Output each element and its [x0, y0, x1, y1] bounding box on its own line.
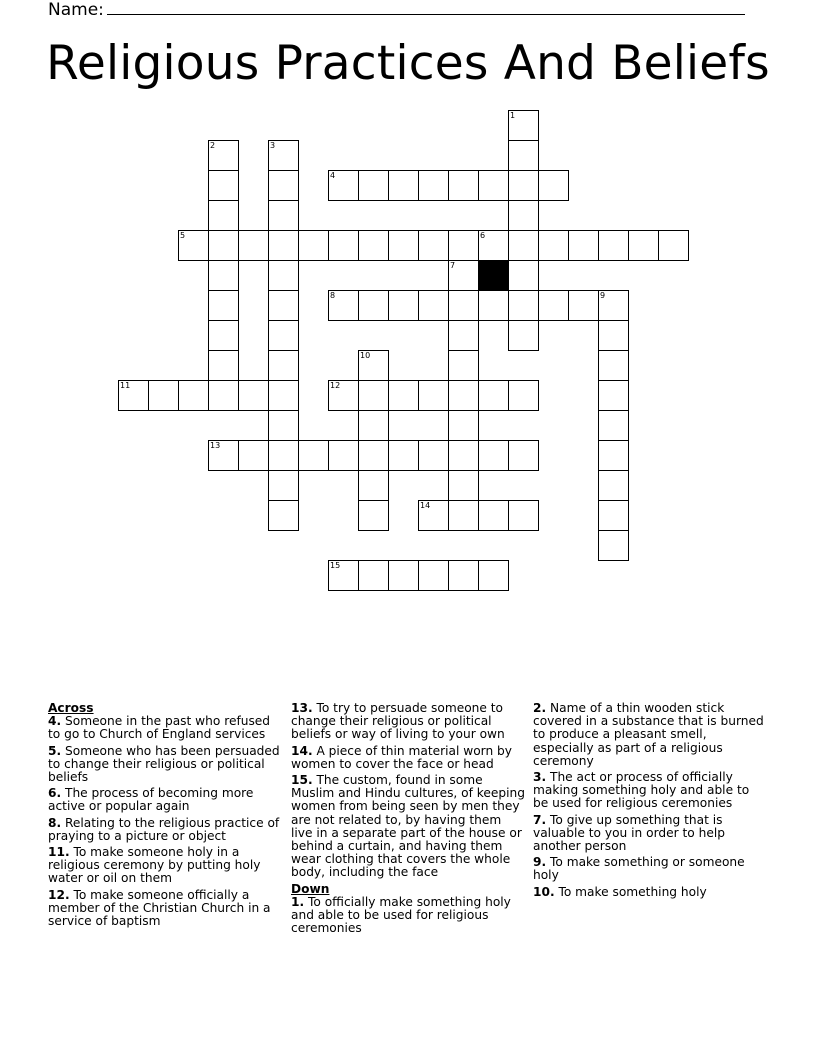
down-clue [291, 896, 525, 936]
crossword-cell[interactable] [448, 320, 479, 351]
crossword-cell[interactable] [388, 290, 419, 321]
crossword-cell[interactable] [118, 380, 149, 411]
crossword-cell[interactable] [358, 290, 389, 321]
crossword-cell[interactable] [358, 350, 389, 381]
crossword-cell[interactable] [478, 500, 509, 531]
crossword-cell[interactable] [358, 410, 389, 441]
crossword-cell[interactable] [478, 380, 509, 411]
clue-text: A piece of thin material worn by women to cover the face or head [291, 743, 512, 771]
crossword-cell[interactable] [568, 290, 599, 321]
crossword-cell[interactable] [358, 230, 389, 261]
crossword-cell[interactable] [568, 230, 599, 261]
crossword-cell[interactable] [508, 440, 539, 471]
crossword-cell[interactable] [508, 200, 539, 231]
crossword-cell[interactable] [208, 350, 239, 381]
crossword-cell[interactable] [448, 470, 479, 501]
across-clue [291, 745, 525, 771]
clues-column-2 [291, 702, 525, 938]
clue-number: 13 [210, 441, 221, 450]
crossword-cell[interactable] [598, 380, 629, 411]
crossword-cell[interactable] [448, 410, 479, 441]
crossword-cell[interactable] [598, 350, 629, 381]
clue-number: 9 [600, 291, 606, 300]
crossword-cell[interactable] [418, 170, 449, 201]
name-label: Name: [48, 0, 104, 20]
clue-text: The custom, found in some Muslim and Hindu cultures, of keeping women from being seen by men they are not related to, by having them live in a separate part of the house or behind a curtain, and having them wear clothing that covers the whole body, including the face [291, 773, 525, 880]
crossword-cell[interactable] [448, 380, 479, 411]
clue-number-label: 9. [533, 855, 547, 870]
clue-number-label: 11. [48, 845, 70, 860]
clue-number: 2 [210, 141, 216, 150]
crossword-cell[interactable] [268, 380, 299, 411]
across-header: Across [48, 701, 94, 715]
down-header: Down [291, 881, 330, 896]
crossword-cell[interactable] [238, 440, 269, 471]
crossword-cell[interactable] [328, 170, 359, 201]
crossword-cell[interactable] [508, 320, 539, 351]
crossword-cell[interactable] [478, 290, 509, 321]
clue-number-label: 8. [48, 815, 62, 830]
crossword-cell[interactable] [208, 290, 239, 321]
crossword-cell[interactable] [508, 110, 539, 141]
crossword-cell[interactable] [268, 440, 299, 471]
clue-text: To make someone officially a member of the Christian Church in a service of baptism [48, 887, 271, 929]
clue-number-label: 6. [48, 786, 62, 801]
clues-column-1 [48, 702, 280, 931]
crossword-cell[interactable] [358, 170, 389, 201]
crossword-cell[interactable] [238, 230, 269, 261]
crossword-cell[interactable] [418, 380, 449, 411]
crossword-cell[interactable] [358, 560, 389, 591]
crossword-cell[interactable] [448, 290, 479, 321]
clue-number: 12 [330, 381, 341, 390]
crossword-cell[interactable] [658, 230, 689, 261]
clue-number: 11 [120, 381, 131, 390]
across-clue [48, 846, 280, 886]
crossword-cell[interactable] [388, 230, 419, 261]
crossword-cell[interactable] [538, 170, 569, 201]
crossword-cell[interactable] [358, 500, 389, 531]
crossword-cell[interactable] [178, 380, 209, 411]
across-clue [48, 715, 280, 741]
clue-number: 5 [180, 231, 186, 240]
crossword-cell[interactable] [598, 290, 629, 321]
clue-text: Someone who has been persuaded to change their religious or political beliefs [48, 743, 280, 785]
crossword-cell[interactable] [148, 380, 179, 411]
clue-number-label: 15. [291, 773, 313, 788]
crossword-cell[interactable] [598, 320, 629, 351]
clue-text: Relating to the religious practice of praying to a picture or object [48, 815, 280, 843]
crossword-cell[interactable] [268, 500, 299, 531]
clue-text: To try to persuade someone to change their religious or political beliefs or way of living to your own [291, 701, 505, 742]
crossword-cell[interactable] [208, 320, 239, 351]
crossword-cell[interactable] [448, 560, 479, 591]
crossword-cell[interactable] [508, 500, 539, 531]
crossword-cell[interactable] [268, 260, 299, 291]
clue-number: 15 [330, 561, 341, 570]
crossword-cell[interactable] [208, 140, 239, 171]
across-clue [291, 702, 525, 742]
crossword-cell[interactable] [628, 230, 659, 261]
crossword-cell[interactable] [478, 230, 509, 261]
crossword-cell[interactable] [538, 230, 569, 261]
clue-number-label: 7. [533, 812, 547, 827]
crossword-cell[interactable] [388, 170, 419, 201]
crossword-cell[interactable] [388, 440, 419, 471]
across-clue [48, 817, 280, 843]
clue-number-label: 3. [533, 770, 547, 785]
crossword-cell[interactable] [328, 440, 359, 471]
crossword-cell[interactable] [328, 230, 359, 261]
clue-number-label: 2. [533, 701, 547, 715]
clue-number-label: 1. [291, 894, 305, 909]
crossword-cell[interactable] [598, 230, 629, 261]
clue-number: 3 [270, 141, 276, 150]
crossword-cell[interactable] [598, 410, 629, 441]
crossword-cell[interactable] [268, 470, 299, 501]
crossword-cell[interactable] [268, 410, 299, 441]
clue-number-label: 12. [48, 887, 70, 902]
clue-text: The process of becoming more active or popular again [48, 786, 254, 814]
clue-number: 4 [330, 171, 336, 180]
crossword-cell[interactable] [358, 470, 389, 501]
crossword-cell[interactable] [208, 200, 239, 231]
crossword-cell[interactable] [178, 230, 209, 261]
clue-number: 7 [450, 261, 456, 270]
crossword-cell[interactable] [328, 380, 359, 411]
crossword-cell[interactable] [418, 560, 449, 591]
across-clue [48, 889, 280, 929]
crossword-cell[interactable] [538, 290, 569, 321]
across-clue [291, 774, 525, 880]
crossword-cell[interactable] [388, 560, 419, 591]
crossword-cell[interactable] [208, 230, 239, 261]
clue-number: 1 [510, 111, 516, 120]
black-cell [478, 260, 509, 291]
crossword-cell[interactable] [268, 230, 299, 261]
page-title: Religious Practices And Beliefs [46, 36, 770, 91]
crossword-cell[interactable] [208, 380, 239, 411]
crossword-cell[interactable] [268, 200, 299, 231]
crossword-cell[interactable] [208, 170, 239, 201]
crossword-cell[interactable] [358, 380, 389, 411]
crossword-cell[interactable] [508, 290, 539, 321]
crossword-cell[interactable] [328, 290, 359, 321]
crossword-cell[interactable] [268, 290, 299, 321]
crossword-cell[interactable] [268, 320, 299, 351]
clue-number-label: 14. [291, 743, 313, 758]
crossword-cell[interactable] [268, 140, 299, 171]
crossword-cell[interactable] [418, 500, 449, 531]
crossword-cell[interactable] [328, 560, 359, 591]
crossword-cell[interactable] [598, 500, 629, 531]
down-clue [533, 702, 767, 768]
crossword-cell[interactable] [598, 440, 629, 471]
clue-number: 8 [330, 291, 336, 300]
down-clue [533, 814, 767, 854]
crossword-cell[interactable] [238, 380, 269, 411]
crossword-cell[interactable] [478, 440, 509, 471]
clue-number: 6 [480, 231, 486, 240]
crossword-cell[interactable] [598, 470, 629, 501]
crossword-cell[interactable] [418, 290, 449, 321]
crossword-cell[interactable] [448, 500, 479, 531]
clue-text: To make someone holy in a religious ceremony by putting holy water or oil on them [48, 845, 261, 886]
crossword-cell[interactable] [298, 440, 329, 471]
crossword-cell[interactable] [448, 260, 479, 291]
crossword-cell[interactable] [598, 530, 629, 561]
crossword-cell[interactable] [388, 380, 419, 411]
clue-text: The act or process of officially making something holy and able to be used for religious ceremonies [533, 770, 750, 811]
crossword-cell[interactable] [448, 230, 479, 261]
crossword-cell[interactable] [478, 170, 509, 201]
crossword-cell[interactable] [508, 140, 539, 171]
clues-column-3 [533, 702, 767, 902]
crossword-cell[interactable] [448, 170, 479, 201]
crossword-cell[interactable] [358, 440, 389, 471]
clue-text: To officially make something holy and able to be used for religious ceremonies [291, 894, 511, 936]
down-clue [533, 856, 767, 882]
crossword-cell[interactable] [268, 350, 299, 381]
crossword-cell[interactable] [448, 440, 479, 471]
clue-text: Someone in the past who refused to go to Church of England services [48, 714, 271, 742]
crossword-cell[interactable] [298, 230, 329, 261]
clue-number-label: 10. [533, 884, 555, 899]
crossword-cell[interactable] [478, 560, 509, 591]
crossword-cell[interactable] [268, 170, 299, 201]
crossword-cell[interactable] [508, 170, 539, 201]
clue-number-label: 13. [291, 701, 313, 715]
down-clue [533, 771, 767, 811]
clue-number: 10 [360, 351, 371, 360]
clue-text: Name of a thin wooden stick covered in a substance that is burned to produce a pleasant smell, especially as part of a religious ceremony [533, 701, 764, 768]
crossword-cell[interactable] [418, 230, 449, 261]
clue-text: To give up something that is valuable to you in order to help another person [533, 812, 725, 854]
crossword-cell[interactable] [508, 230, 539, 261]
crossword-cell[interactable] [448, 350, 479, 381]
clue-number-label: 5. [48, 743, 62, 758]
down-clue [533, 886, 767, 899]
crossword-cell[interactable] [208, 440, 239, 471]
crossword-cell[interactable] [418, 440, 449, 471]
crossword-cell[interactable] [508, 260, 539, 291]
clue-number-label: 4. [48, 714, 62, 729]
clue-text: To make something holy [554, 884, 707, 899]
crossword-cell[interactable] [208, 260, 239, 291]
across-clue [48, 787, 280, 813]
clue-text: To make something or someone holy [533, 855, 745, 883]
across-clue [48, 745, 280, 785]
crossword-cell[interactable] [508, 380, 539, 411]
clue-number: 14 [420, 501, 431, 510]
